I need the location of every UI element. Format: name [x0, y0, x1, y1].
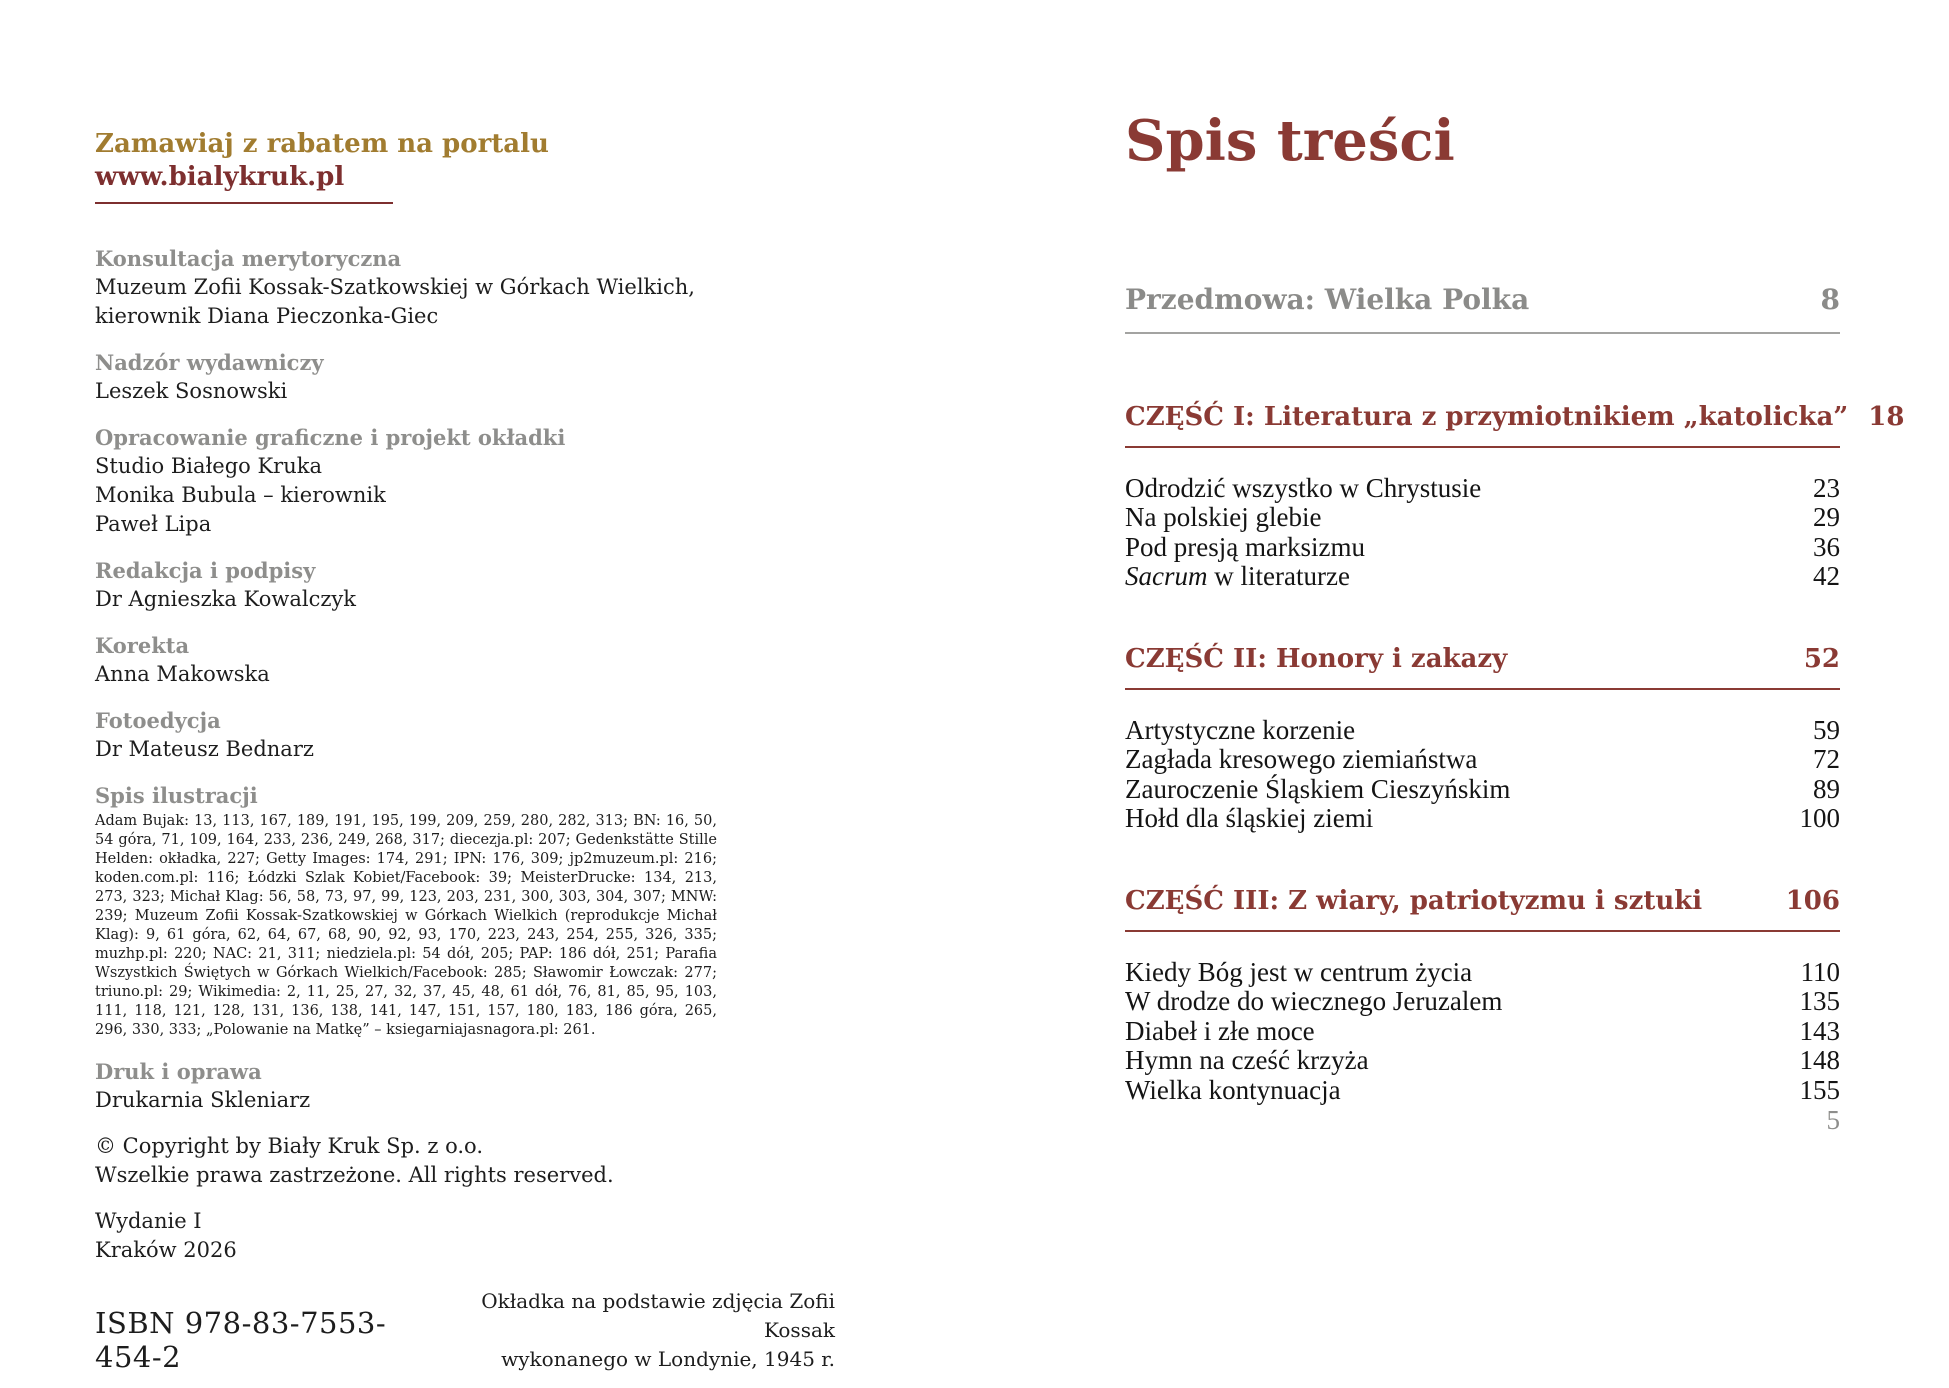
entry-label-text: Zagłada kresowego ziemiaństwa — [1125, 744, 1478, 775]
toc-preface-row[interactable] — [1125, 283, 1840, 334]
section-header[interactable] — [1125, 401, 1905, 448]
copyright-line: © Copyright by Biały Kruk Sp. z o.o. — [95, 1134, 483, 1158]
toc-entry[interactable] — [1125, 987, 1840, 1017]
isbn-row — [95, 1287, 835, 1374]
credit-line: Monika Bubula – kierownik — [95, 483, 386, 507]
credit-line: Dr Mateusz Bednarz — [95, 737, 314, 761]
promo-block — [95, 128, 717, 204]
entry-page-number: 100 — [1799, 803, 1840, 834]
edition-block — [95, 1207, 717, 1265]
illustrations-block — [95, 781, 717, 1040]
toc-entry[interactable] — [1125, 533, 1840, 563]
section-entries — [1125, 716, 1840, 834]
entry-label — [1125, 958, 1472, 988]
rights-line: Wszelkie prawa zastrzeżone. All rights reserved. — [95, 1163, 614, 1187]
cover-note — [440, 1287, 835, 1374]
entry-label-text: Diabeł i złe moce — [1125, 1015, 1315, 1046]
credit-line: Drukarnia Skleniarz — [95, 1088, 311, 1112]
entry-label — [1125, 474, 1481, 504]
toc-entry[interactable] — [1125, 503, 1840, 533]
section-page-number: 18 — [1868, 401, 1905, 432]
credit-line: Paweł Lipa — [95, 512, 212, 536]
entry-label-italic: Sacrum — [1125, 561, 1208, 592]
isbn: ISBN 978-83-7553-454-2 — [95, 1306, 387, 1374]
toc-entry[interactable] — [1125, 1017, 1840, 1047]
entry-label-text: Zauroczenie Śląskiem Cieszyńskim — [1125, 773, 1511, 804]
colophon-page — [95, 128, 835, 1374]
entry-label-text: Hołd dla śląskiej ziemi — [1125, 803, 1374, 834]
toc-section-3 — [1125, 886, 1840, 1106]
cover-note-line: wykonanego w Londynie, 1945 r. — [501, 1347, 835, 1371]
section-entries — [1125, 958, 1840, 1106]
toc-entry[interactable] — [1125, 716, 1840, 746]
credit-label: Redakcja i podpisy — [95, 558, 316, 583]
toc-entry[interactable] — [1125, 775, 1840, 805]
table-of-contents-page — [1125, 108, 1905, 1105]
entry-page-number: 59 — [1813, 714, 1840, 745]
entry-page-number: 89 — [1813, 773, 1840, 804]
credit-line: Dr Agnieszka Kowalczyk — [95, 587, 356, 611]
credit-block-konsultacja — [95, 244, 717, 331]
page-title: Spis treści — [1125, 108, 1455, 174]
credit-label: Fotoedycja — [95, 708, 221, 733]
toc-entry[interactable] — [1125, 745, 1840, 775]
toc-entry[interactable] — [1125, 958, 1840, 988]
preface-page-number: 8 — [1820, 282, 1840, 316]
entry-page-number: 42 — [1813, 561, 1840, 592]
entry-label — [1125, 745, 1477, 775]
entry-label — [1125, 1017, 1315, 1047]
entry-label — [1125, 775, 1510, 805]
toc-entry[interactable] — [1125, 1076, 1840, 1106]
entry-label — [1125, 503, 1321, 533]
entry-page-number: 110 — [1800, 956, 1840, 987]
entry-label — [1125, 716, 1355, 746]
entry-label-text: Artystyczne korzenie — [1125, 714, 1356, 745]
toc-entry[interactable] — [1125, 804, 1840, 834]
entry-label — [1125, 987, 1502, 1017]
promo-rule — [95, 202, 393, 204]
section-header-label: CZĘŚĆ II: Honory i zakazy — [1125, 643, 1508, 674]
toc-section-2 — [1125, 644, 1840, 834]
entry-page-number: 148 — [1799, 1045, 1840, 1076]
illustrations-label: Spis ilustracji — [95, 783, 258, 808]
edition-line: Wydanie I — [95, 1209, 202, 1233]
section-header-label: CZĘŚĆ I: Literatura z przymiotnikiem „katolicka” — [1125, 401, 1849, 432]
credit-line: Muzeum Zofii Kossak-Szatkowskiej w Górkach Wielkich, — [95, 275, 695, 299]
entry-page-number: 155 — [1799, 1074, 1840, 1105]
toc-entry[interactable] — [1125, 474, 1840, 504]
entry-label — [1125, 533, 1365, 563]
entry-page-number: 23 — [1813, 472, 1840, 503]
toc-entry[interactable] — [1125, 562, 1840, 592]
credit-label: Nadzór wydawniczy — [95, 350, 324, 375]
credit-block-redakcja — [95, 556, 717, 614]
entry-label-text: Odrodzić wszystko w Chrystusie — [1125, 472, 1482, 503]
credit-line: Anna Makowska — [95, 662, 270, 686]
entry-label-text: Hymn na cześć krzyża — [1125, 1045, 1369, 1076]
credit-block-korekta — [95, 631, 717, 689]
preface-label: Przedmowa: Wielka Polka — [1125, 282, 1530, 316]
folio-page-number: 5 — [1826, 1105, 1840, 1135]
edition-city-year: Kraków 2026 — [95, 1238, 237, 1262]
toc-sections — [1125, 401, 1905, 1106]
section-page-number: 106 — [1785, 885, 1840, 916]
credit-label: Konsultacja merytoryczna — [95, 246, 402, 271]
section-header-label: CZĘŚĆ III: Z wiary, patriotyzmu i sztuki — [1125, 885, 1703, 916]
entry-label-text: Kiedy Bóg jest w centrum życia — [1125, 956, 1473, 987]
entry-label-text: w literaturze — [1207, 561, 1350, 592]
section-header[interactable] — [1125, 886, 1840, 932]
entry-label — [1125, 562, 1350, 592]
credit-line: kierownik Diana Pieczonka-Giec — [95, 304, 439, 328]
credit-block-opracowanie — [95, 423, 717, 539]
credit-block-fotoedycja — [95, 706, 717, 764]
entry-label — [1125, 1076, 1341, 1106]
section-page-number: 52 — [1803, 643, 1840, 674]
credit-line: Leszek Sosnowski — [95, 379, 288, 403]
toc-entry[interactable] — [1125, 1046, 1840, 1076]
entry-page-number: 135 — [1799, 986, 1840, 1017]
entry-label-text: W drodze do wiecznego Jeruzalem — [1125, 986, 1503, 1017]
print-block — [95, 1057, 717, 1115]
entry-page-number: 72 — [1813, 744, 1840, 775]
copyright-block — [95, 1132, 717, 1190]
entry-page-number: 36 — [1813, 531, 1840, 562]
credit-label: Druk i oprawa — [95, 1059, 262, 1084]
credit-line: Studio Białego Kruka — [95, 454, 322, 478]
toc-section-1 — [1125, 401, 1905, 592]
credit-label: Opracowanie graficzne i projekt okładki — [95, 425, 566, 450]
entry-label-text: Pod presją marksizmu — [1125, 531, 1365, 562]
entry-label-text: Wielka kontynuacja — [1125, 1074, 1341, 1105]
illustrations-paragraph: Adam Bujak: 13, 113, 167, 189, 191, 195, 199, 209, 259, 280, 282, 313; BN: 16, 50, 54 góra, 71, 109, 164, 233, 236, 249, 268, 317; diecezja.pl: 207; Gedenkstätte Stille Helden: okładka, 227; Getty Images: 174, 291; IPN: 176, 309; jp2muzeum.pl: 216; koden.com.pl: 116; Łódzki Szlak Kobiet/Facebook: 39; MeisterDrucke: 134, 213, 273, 323; Michał Klag: 56, 58, 73, 97, 99, 123, 203, 231, 300, 303, 304, 307; MNW: 239; Muzeum Zofii Kossak-Szatkowskiej w Górkach Wielkich (reprodukcje Michał Klag): 9, 61 góra, 62, 64, 67, 68, 90, 92, 93, 170, 223, 243, 254, 255, 326, 335; muzhp.pl: 220; NAC: 21, 311; niedziela.pl: 54 dół, 205; PAP: 186 dół, 251; Parafia Wszystkich Świętych w Górkach Wielkich/Facebook: 285; Sławomir Łowczak: 277; triuno.pl: 29; Wikimedia: 2, 11, 25, 27, 32, 37, 45, 48, 61 dół, 76, 81, 85, 95, 103, 111, 118, 121, 128, 131, 136, 138, 141, 147, 151, 157, 180, 183, 186 góra, 265, 296, 330, 333; „Polowanie na Matkę” – ksiegarniajasnagora.pl: 261. — [95, 813, 717, 1038]
credit-block-nadzor — [95, 348, 717, 406]
entry-page-number: 143 — [1799, 1015, 1840, 1046]
cover-note-line: Okładka na podstawie zdjęcia Zofii Kossak — [481, 1289, 835, 1342]
entry-page-number: 29 — [1813, 502, 1840, 533]
entry-label — [1125, 804, 1373, 834]
entry-label-text: Na polskiej glebie — [1125, 502, 1322, 533]
promo-heading: Zamawiaj z rabatem na portalu — [95, 129, 549, 159]
section-header[interactable] — [1125, 644, 1840, 690]
section-entries — [1125, 474, 1840, 592]
site-url-link[interactable]: www.bialykruk.pl — [95, 162, 345, 192]
credits-list — [95, 244, 717, 764]
entry-label — [1125, 1046, 1369, 1076]
credit-label: Korekta — [95, 633, 190, 658]
